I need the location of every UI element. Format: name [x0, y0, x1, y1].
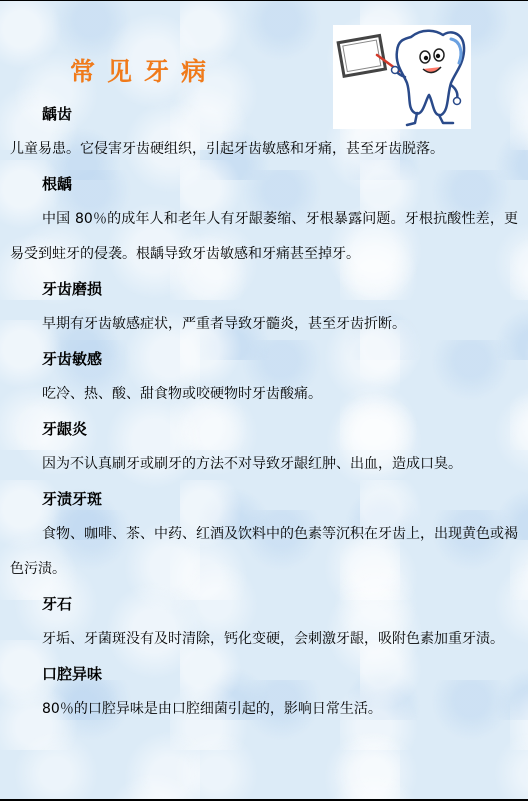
- section-root-caries: [0, 167, 528, 272]
- section-heading: 根龋: [42, 175, 73, 193]
- section-gingivitis: [0, 412, 528, 482]
- section-heading: 牙齿敏感: [42, 350, 103, 368]
- section-body: 80％的口腔异味是由口腔细菌引起的，影响日常生活。: [42, 701, 382, 717]
- section-body: 吃冷、热、酸、甜食物或咬硬物时牙齿酸痛。: [42, 386, 322, 402]
- section-heading: 牙齿磨损: [42, 280, 103, 298]
- section-caries: [0, 97, 528, 167]
- section-heading: 牙渍牙斑: [42, 490, 103, 508]
- section-body: 儿童易患。它侵害牙齿硬组织，引起牙齿敏感和牙痛，甚至牙齿脱落。: [10, 141, 444, 157]
- section-tooth-sensitivity: [0, 342, 528, 412]
- section-heading: 龋齿: [42, 105, 73, 123]
- section-heading: 牙石: [42, 595, 73, 613]
- page-title: 常见牙病: [70, 57, 219, 86]
- section-body: 早期有牙齿敏感症状，严重者导致牙髓炎，甚至牙齿折断。: [42, 316, 406, 332]
- section-body: 因为不认真刷牙或刷牙的方法不对导致牙龈红肿、出血，造成口臭。: [42, 456, 462, 472]
- section-heading: 牙龈炎: [42, 420, 88, 438]
- section-heading: 口腔异味: [42, 665, 103, 683]
- section-tartar: [0, 587, 528, 657]
- section-bad-breath: [0, 657, 528, 727]
- section-body: 中国 80％的成年人和老年人有牙龈萎缩、牙根暴露问题。牙根抗酸性差，更易受到蛀牙的侵袭。根龋导致牙齿敏感和牙痛甚至掉牙。: [10, 211, 518, 262]
- section-tooth-stains: [0, 482, 528, 587]
- content: [0, 97, 528, 727]
- section-body: 牙垢、牙菌斑没有及时清除，钙化变硬，会刺激牙龈，吸附色素加重牙渍。: [42, 631, 504, 647]
- section-body: 食物、咖啡、茶、中药、红酒及饮料中的色素等沉积在牙齿上，出现黄色或褐色污渍。: [10, 526, 518, 577]
- section-tooth-wear: [0, 272, 528, 342]
